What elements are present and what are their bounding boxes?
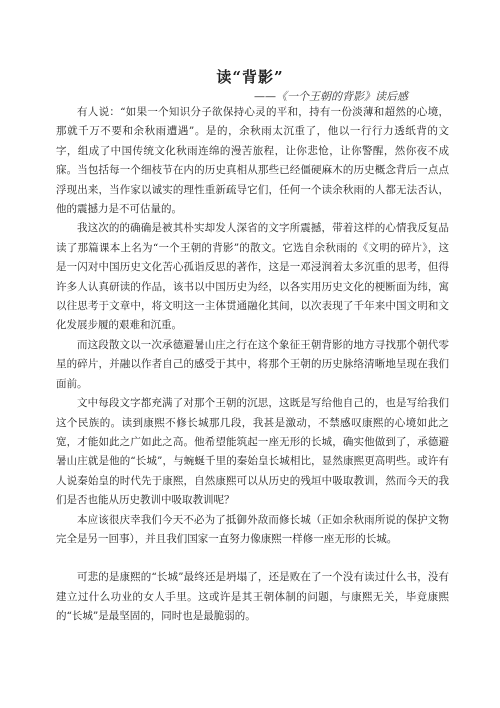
paragraph-2: 我这次的的确确是被其朴实却发人深省的文字所震撼，带着这样的心情我反复品读了那篇课本上名为“一个王朝的背影”的散文。它选自余秋雨的《文明的碎片》，这是一闪对中国历史文化苦心孤诣反思的著作，这是一邓浸润着太多沉重的思考，但得许多人认真研读的作品，该书以中国历史为经，以各实用历史文化的梗断面为纬，寓以往思考于文章中，将文明这一主体贯通融化其间，以次表现了千年来中国文明和文化发展步履的艰难和沉重。: [56, 222, 449, 332]
paragraph-5: 本应该很庆幸我们今天不必为了抵御外敌而修长城（正如余秋雨所说的保护文物完全是另一回事），并且我们国家一直努力像康熙一样修一座无形的长城。: [56, 513, 449, 545]
paragraph-gap: [56, 549, 449, 568]
paragraph-4: 文中每段文字都充满了对那个王朝的沉思，这既是写给他自己的，也是写给我们这个民族的。读到康熙不修长城那几段，我甚是激动，不禁感叹康熙的心境如此之宽，才能如此之广如此之高。他希望能筑起一座无形的长城，确实他做到了，承德避暑山庄就是他的“长城”，与蜿蜒千里的秦始皇长城相比，显然康熙更高明些。或许有人说秦始皇的时代先于康熙，自然康熙可以从历史的残垣中吸取教训，然而今天的我们是否也能从历史教训中吸取教训呢？: [56, 397, 449, 507]
paragraph-1: 有人说：“如果一个知识分子欲保持心灵的平和，持有一份淡薄和超然的心境，那就千万不要和余秋雨遭遇”。是的，余秋雨太沉重了，他以一行行力透纸背的文字，组成了中国传统文化秋雨连绵的漫苦旅程，让你悲怆，让你警醒，然你夜不成寐。当包括每一个细枝节在内的历史真相从那些已经僵硬麻木的历史概念背后一点点浮现出来，当作家以诚实的理性重新疏导它们，任何一个读余秋雨的人都无法否认，他的震撼力是不可估量的。: [56, 106, 449, 216]
document-subtitle: ——《一个王朝的背影》读后感: [254, 90, 408, 103]
document-body: [56, 103, 449, 627]
paragraph-6: 可悲的是康熙的“长城”最终还是坍塌了，还是败在了一个没有读过什么书，没有建立过什么功业的女人手里。这或许是其王朝体制的问题，与康熙无关，毕竟康熙的“长城”是最坚固的，同时也是最脆弱的。: [56, 571, 449, 623]
paragraph-3: 而这段散文以一次承德避暑山庄之行在这个象征王朝背影的地方寻找那个朝代零星的碎片，并融以作者自己的感受于其中，将那个王朝的历史脉络清晰地呈现在我们面前。: [56, 338, 449, 390]
document-title: 读“背影”: [216, 68, 284, 86]
